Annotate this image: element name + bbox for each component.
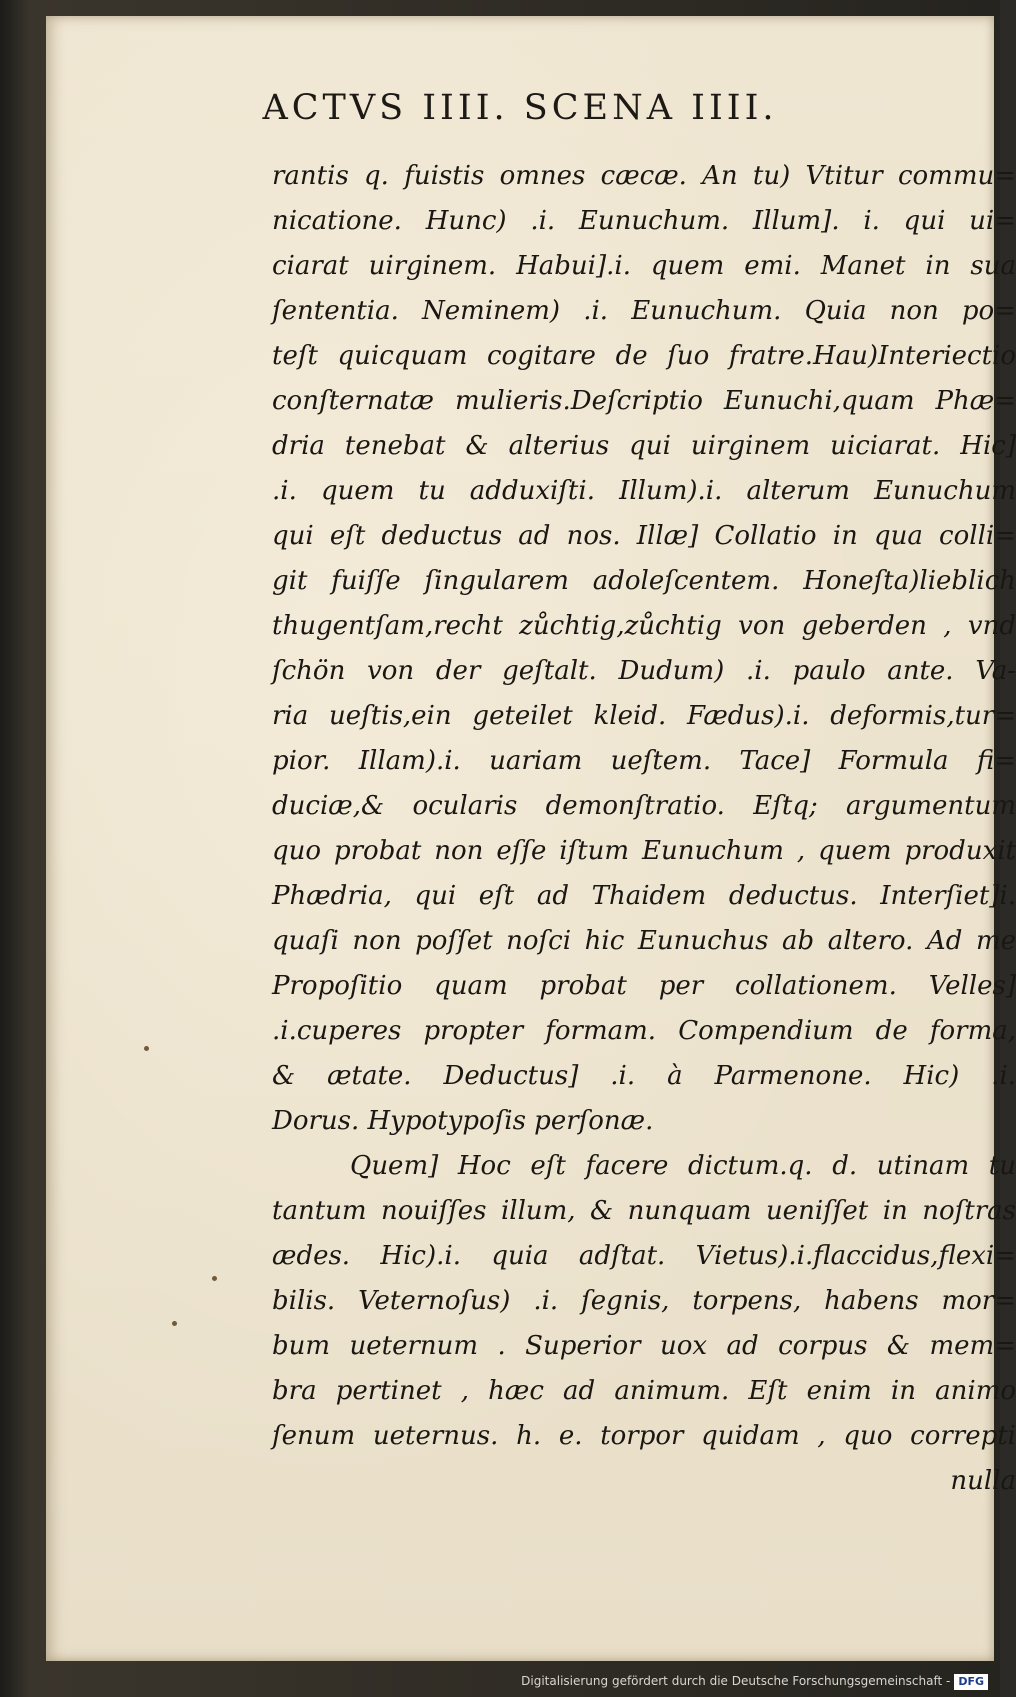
dfg-logo: DFG xyxy=(954,1674,988,1690)
paragraph-start-line: Quem] Hoc eſt facere dictum.q. d. utinam tu xyxy=(350,1151,1016,1181)
text-line: Dorus. Hypotypoſis perſonæ. xyxy=(272,1106,654,1136)
text-line: pior. Illam).i. uariam ueſtem. Tace] Formula fi= xyxy=(272,746,1016,776)
text-line: thugentſam,recht zůchtig,zůchtig von geberden , vnd xyxy=(272,611,1016,641)
text-line: bra pertinet , hæc ad animum. Eſt enim in animo xyxy=(272,1376,1016,1406)
running-head: ACTVS IIII. SCENA IIII. xyxy=(262,88,778,128)
text-line: bilis. Veternoſus) .i. ſegnis, torpens, habens mor= xyxy=(272,1286,1016,1316)
catchword: nulla xyxy=(950,1466,1016,1496)
paper-speck xyxy=(144,1046,149,1051)
text-line: ſententia. Neminem) .i. Eunuchum. Quia non po= xyxy=(272,296,1016,326)
text-line: quo probat non eſſe iſtum Eunuchum , quem produxit xyxy=(272,836,1016,866)
text-line: ſchön von der geſtalt. Dudum) .i. paulo ante. Va- xyxy=(272,656,1016,686)
text-line: ciarat uirginem. Habui].i. quem emi. Manet in sua xyxy=(272,251,1016,281)
text-line: teſt quicquam cogitare de ſuo fratre.Hau)Interiectio xyxy=(272,341,1016,371)
text-line: duciæ,& ocularis demonſtratio. Eſtq; argumentum xyxy=(272,791,1016,821)
text-line: quaſi non poſſet noſci hic Eunuchus ab altero. Ad me xyxy=(272,926,1016,956)
text-line: Phædria, qui eſt ad Thaidem deductus. Interſiet]i. xyxy=(272,881,1016,911)
text-line: bum ueternum . Superior uox ad corpus & mem= xyxy=(272,1331,1016,1361)
text-line: .i. quem tu adduxiſti. Illum).i. alterum Eunuchum xyxy=(272,476,1016,506)
text-line: Propoſitio quam probat per collationem. Velles] xyxy=(272,971,1016,1001)
text-line: git fuiſſe ſingularem adoleſcentem. Honeſta)lieblich xyxy=(272,566,1016,596)
text-line: & ætate. Deductus] .i. à Parmenone. Hic) .i. xyxy=(272,1061,1016,1091)
text-line: rantis q. fuistis omnes cæcæ. An tu) Vtitur commu= xyxy=(272,161,1016,191)
credit-text: Digitalisierung gefördert durch die Deutsche Forschungsgemeinschaft - xyxy=(521,1674,951,1688)
text-line: .i.cuperes propter formam. Compendium de forma, xyxy=(272,1016,1016,1046)
paper-speck xyxy=(172,1321,177,1326)
text-line: nicatione. Hunc) .i. Eunuchum. Illum]. i. qui ui= xyxy=(272,206,1016,236)
text-line: ædes. Hic).i. quia adſtat. Vietus).i.flaccidus,flexi= xyxy=(272,1241,1016,1271)
digitization-credit xyxy=(0,1669,988,1693)
text-line: ſenum ueternus. h. e. torpor quidam , quo correpti xyxy=(272,1421,1016,1451)
text-line: conſternatæ mulieris.Deſcriptio Eunuchi,quam Phæ= xyxy=(272,386,1016,416)
paper-speck xyxy=(212,1276,217,1281)
text-line: dria tenebat & alterius qui uirginem uiciarat. Hic] xyxy=(272,431,1016,461)
text-line: qui eſt deductus ad nos. Illæ] Collatio in qua colli= xyxy=(272,521,1016,551)
book-page xyxy=(46,16,1016,1661)
text-line: tantum nouiſſes illum, & nunquam ueniſſet in noſtras xyxy=(272,1196,1016,1226)
text-line: ria ueſtis,ein geteilet kleid. Fædus).i. deformis,tur= xyxy=(272,701,1016,731)
